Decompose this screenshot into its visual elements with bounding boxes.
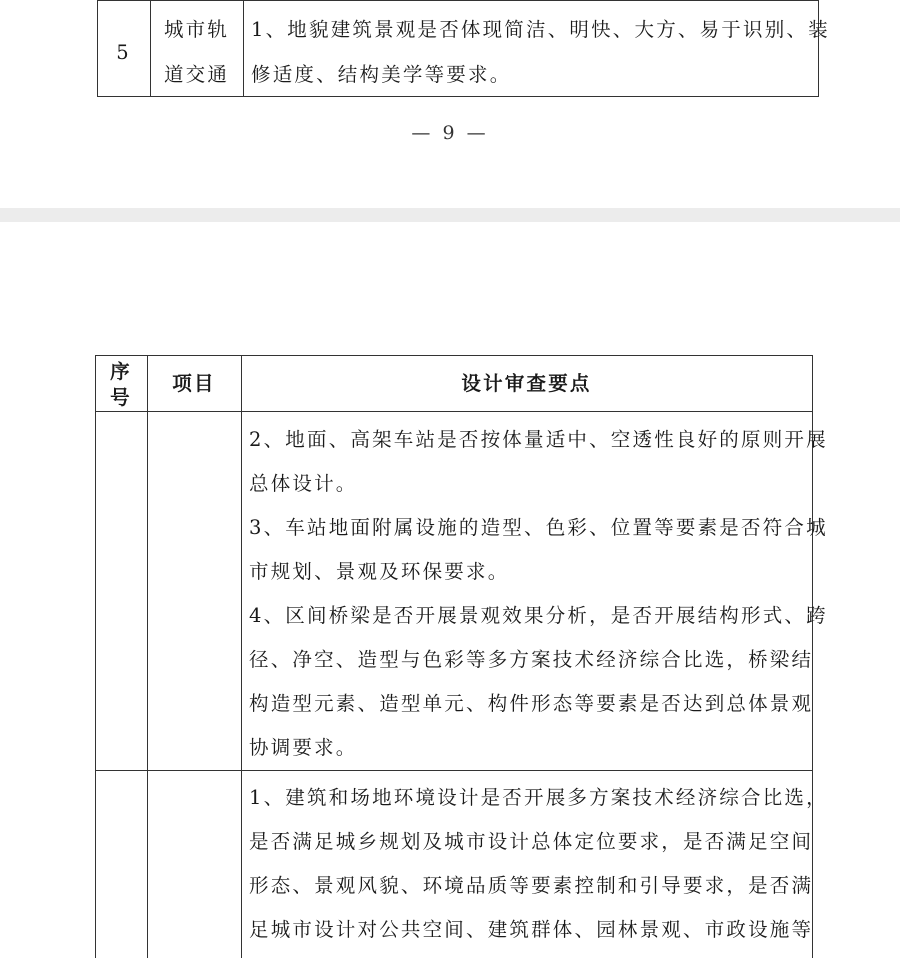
- header-content: 设计审查要点: [461, 372, 592, 395]
- row1-line-2: 总体设计。: [249, 472, 358, 495]
- row1-bottom-border: [95, 770, 813, 771]
- table-left-border: [95, 355, 96, 958]
- header-number-line-1: 序: [110, 360, 132, 383]
- header-item: 项目: [172, 372, 216, 395]
- table-bottom-border: [97, 96, 819, 97]
- header-number-line-2: 号: [110, 386, 132, 409]
- document-page-9: [0, 0, 900, 208]
- row-content-line-2: 修适度、结构美学等要求。: [251, 63, 512, 86]
- row1-line-1: 2、地面、高架车站是否按体量适中、空透性良好的原则开展: [249, 428, 828, 451]
- document-page-10: [0, 222, 900, 958]
- row1-line-8: 协调要求。: [249, 736, 358, 759]
- row1-line-4: 市规划、景观及环保要求。: [249, 560, 510, 583]
- table-right-border: [818, 0, 819, 97]
- row2-line-1: 1、建筑和场地环境设计是否开展多方案技术经济综合比选，: [249, 786, 828, 809]
- table-col-divider-1: [147, 355, 148, 958]
- row1-line-3: 3、车站地面附属设施的造型、色彩、位置等要素是否符合城: [249, 516, 828, 539]
- row2-line-4: 足城市设计对公共空间、建筑群体、园林景观、市政设施等: [249, 918, 814, 941]
- row-number: 5: [116, 41, 131, 64]
- table-col-divider-2: [241, 355, 242, 958]
- row2-line-3: 形态、景观风貌、环境品质等要素控制和引导要求，是否满: [249, 874, 814, 897]
- row1-line-6: 径、净空、造型与色彩等多方案技术经济综合比选，桥梁结: [249, 648, 814, 671]
- row-content-line-1: 1、地貌建筑景观是否体现简洁、明快、大方、易于识别、装: [251, 18, 830, 41]
- table-col-divider-2: [243, 0, 244, 97]
- row2-line-2: 是否满足城乡规划及城市设计总体定位要求，是否满足空间: [249, 830, 814, 853]
- row1-line-5: 4、区间桥梁是否开展景观效果分析，是否开展结构形式、跨: [249, 604, 828, 627]
- row1-line-7: 构造型元素、造型单元、构件形态等要素是否达到总体景观: [249, 692, 814, 715]
- table-row-top-border: [97, 0, 819, 1]
- row-item-line-2: 道交通: [163, 63, 230, 86]
- header-bottom-border: [95, 411, 813, 412]
- table-top-border: [95, 355, 813, 356]
- row-item-line-1: 城市轨: [163, 18, 230, 41]
- page-number: — 9 —: [411, 122, 489, 144]
